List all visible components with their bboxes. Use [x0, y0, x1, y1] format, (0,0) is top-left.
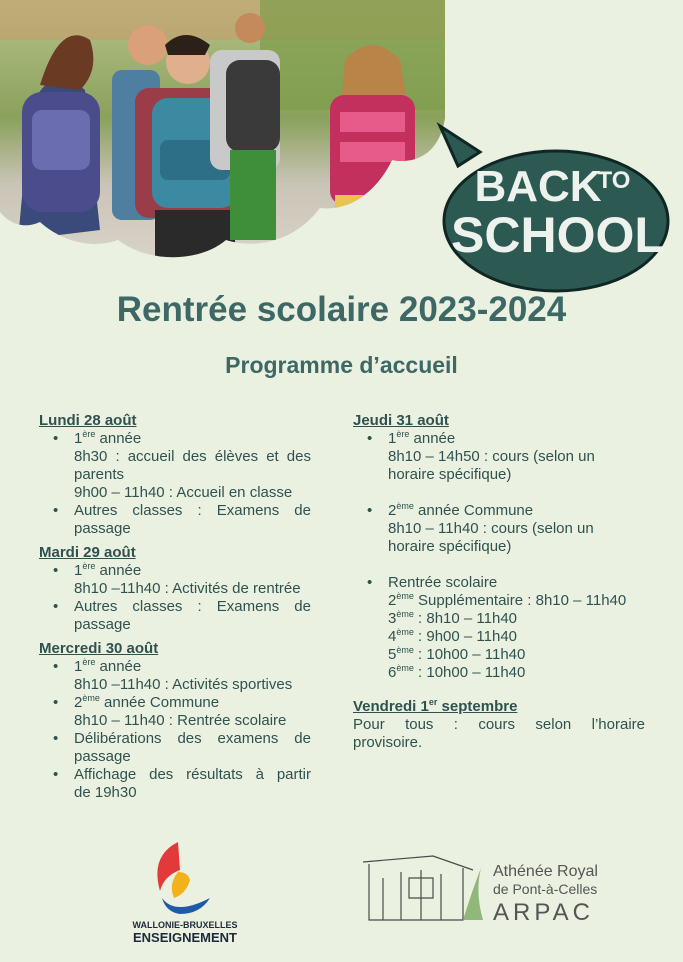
list-item: • Affichage des résultats à partir de 19h30	[39, 766, 311, 802]
list-item: • 1ère année 8h30 : accueil des élèves et des parents 9h00 – 11h40 : Accueil en classe	[39, 430, 311, 502]
page-subtitle: Programme d’accueil	[225, 352, 458, 378]
sign-to: TO	[597, 167, 631, 194]
list-item: • 2ème année Commune 8h10 – 11h40 : Rentrée scolaire	[39, 694, 311, 730]
schedule-list-lundi	[39, 430, 311, 538]
students-photo	[0, 0, 445, 262]
list-item: • Délibérations des examens de passage	[39, 730, 311, 766]
arpac-line1: Athénée Royal	[493, 863, 598, 880]
wbe-line2: ENSEIGNEMENT	[132, 930, 238, 945]
day-heading-lundi: Lundi 28 août	[39, 412, 137, 429]
list-item: • Rentrée scolaire 2ème Supplémentaire : 8h10 – 11h40 3ème : 8h10 – 11h40 4ème : 9h00 – 11h40 5ème : 10h00 – 11h40 6ème : 10h00 – 11h40	[353, 574, 645, 682]
day-heading-jeudi: Jeudi 31 août	[353, 412, 449, 429]
list-item: • Autres classes : Examens de passage	[39, 598, 311, 634]
sign-school: SCHOOL	[451, 207, 665, 263]
vendredi-text-line1: Pour tous : cours selon l’horaire	[353, 716, 645, 733]
arpac-logo	[363, 848, 653, 928]
schedule-list-jeudi	[353, 430, 645, 682]
page-title: Rentrée scolaire 2023-2024	[116, 290, 567, 329]
schedule-list-mercredi	[39, 658, 311, 802]
wbe-logo	[120, 836, 250, 946]
list-item: • 1ère année 8h10 –11h40 : Activités de rentrée	[39, 562, 311, 598]
list-item: • Autres classes : Examens de passage	[39, 502, 311, 538]
schedule-list-mardi	[39, 562, 311, 634]
wbe-line1: WALLONIE-BRUXELLES	[132, 920, 238, 930]
list-item: • 1ère année 8h10 –11h40 : Activités sportives	[39, 658, 311, 694]
day-heading-mardi: Mardi 29 août	[39, 544, 136, 561]
back-to-school-sign	[418, 116, 673, 298]
sign-back: BACK	[474, 162, 602, 211]
vendredi-text-line2: provisoire.	[353, 734, 423, 751]
list-item: • 1ère année 8h10 – 14h50 : cours (selon un horaire spécifique)	[353, 430, 645, 502]
list-item: • 2ème année Commune 8h10 – 11h40 : cours (selon un horaire spécifique)	[353, 502, 645, 574]
schedule-left-column	[39, 412, 311, 808]
schedule-right-column	[353, 412, 645, 752]
arpac-line2: de Pont-à-Celles	[493, 881, 598, 897]
day-heading-mercredi: Mercredi 30 août	[39, 640, 159, 657]
arpac-line3: ARPAC	[493, 899, 594, 926]
day-heading-vendredi: Vendredi 1er septembre	[353, 697, 518, 715]
